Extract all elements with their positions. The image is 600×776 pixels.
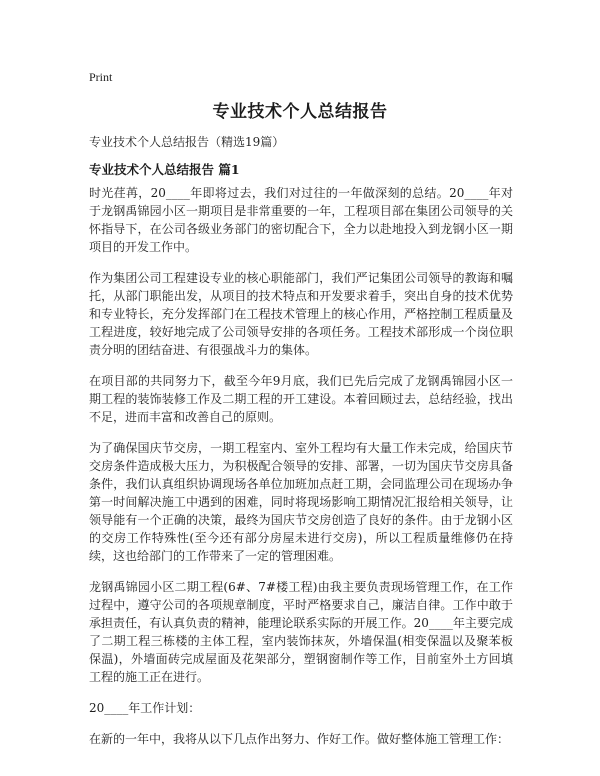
document-subtitle: 专业技术个人总结报告（精选19篇） (89, 135, 285, 149)
paragraph: 作为集团公司工程建设专业的核心职能部门，我们严记集团公司领导的教诲和嘱托，从部门职能出发，从项目的技术特点和开发要求着手，突出自身的技术优势和专业特长，充分发挥部门在工程技术管理上的核心作用，严格控制工程质量及工程进度，较好地完成了公司领导安排的各项任务。工程技术部形成一个岗位职责分明的团结奋进、有很强战斗力的集体。 (89, 271, 513, 357)
section-heading: 专业技术个人总结报告 篇1 (89, 162, 240, 177)
paragraph: 龙钢禹锦园小区二期工程(6#、7#楼工程)由我主要负责现场管理工作，在工作过程中，遵守公司的各项规章制度，平时严格要求自己，廉洁自律。工作中敢于承担责任，有认真负责的精神，能理论联系实际的开展工作。20____年主要完成了二期工程三栋楼的主体工程，室内装饰抹灰，外墙保温(相变保温以及聚苯板保温)，外墙面砖完成屋面及花架部分，塑钢窗制作等工作，目前室外土方回填工程的施工正在进行。 (89, 580, 513, 684)
paragraph: 在项目部的共同努力下，截至今年9月底，我们已先后完成了龙钢禹锦园小区一期工程的装饰装修工作及二期工程的开工建设。本着回顾过去，总结经验，找出不足，进而丰富和改善自己的原则。 (89, 374, 513, 424)
document-title: 专业技术个人总结报告 (212, 102, 388, 122)
paragraph: 20____年工作计划： (89, 701, 201, 715)
print-link[interactable]: Print (89, 70, 113, 84)
paragraph: 为了确保国庆节交房，一期工程室内、室外工程均有大量工作未完成，给国庆节交房条件造成极大压力，为积极配合领导的安排、部署，一切为国庆节交房具备条件，我们认真组织协调现场各单位加班加点赶工期，会同监理公司在现场办争第一时间解决施工中遇到的困难，同时将现场影响工期情况汇报给相关领导，让领导能有一个正确的决策，最终为国庆节交房创造了良好的条件。由于龙钢小区的交房工作特殊性(至今还有部分房屋未进行交房)，所以工程质量维修仍在持续，这也给部门的工作带来了一定的管理困难。 (89, 441, 513, 563)
paragraph: 在新的一年中，我将从以下几点作出努力、作好工作。做好整体施工管理工作： (89, 732, 510, 746)
paragraph: 时光荏苒，20____年即将过去，我们对过往的一年做深刻的总结。20____年对于龙钢禹锦园小区一期项目是非常重要的一年，工程项目部在集团公司领导的关怀指导下，在公司各级业务部门的密切配合下，全力以赴地投入到龙钢小区一期项目的开发工作中。 (89, 186, 513, 254)
document-body (89, 184, 513, 761)
